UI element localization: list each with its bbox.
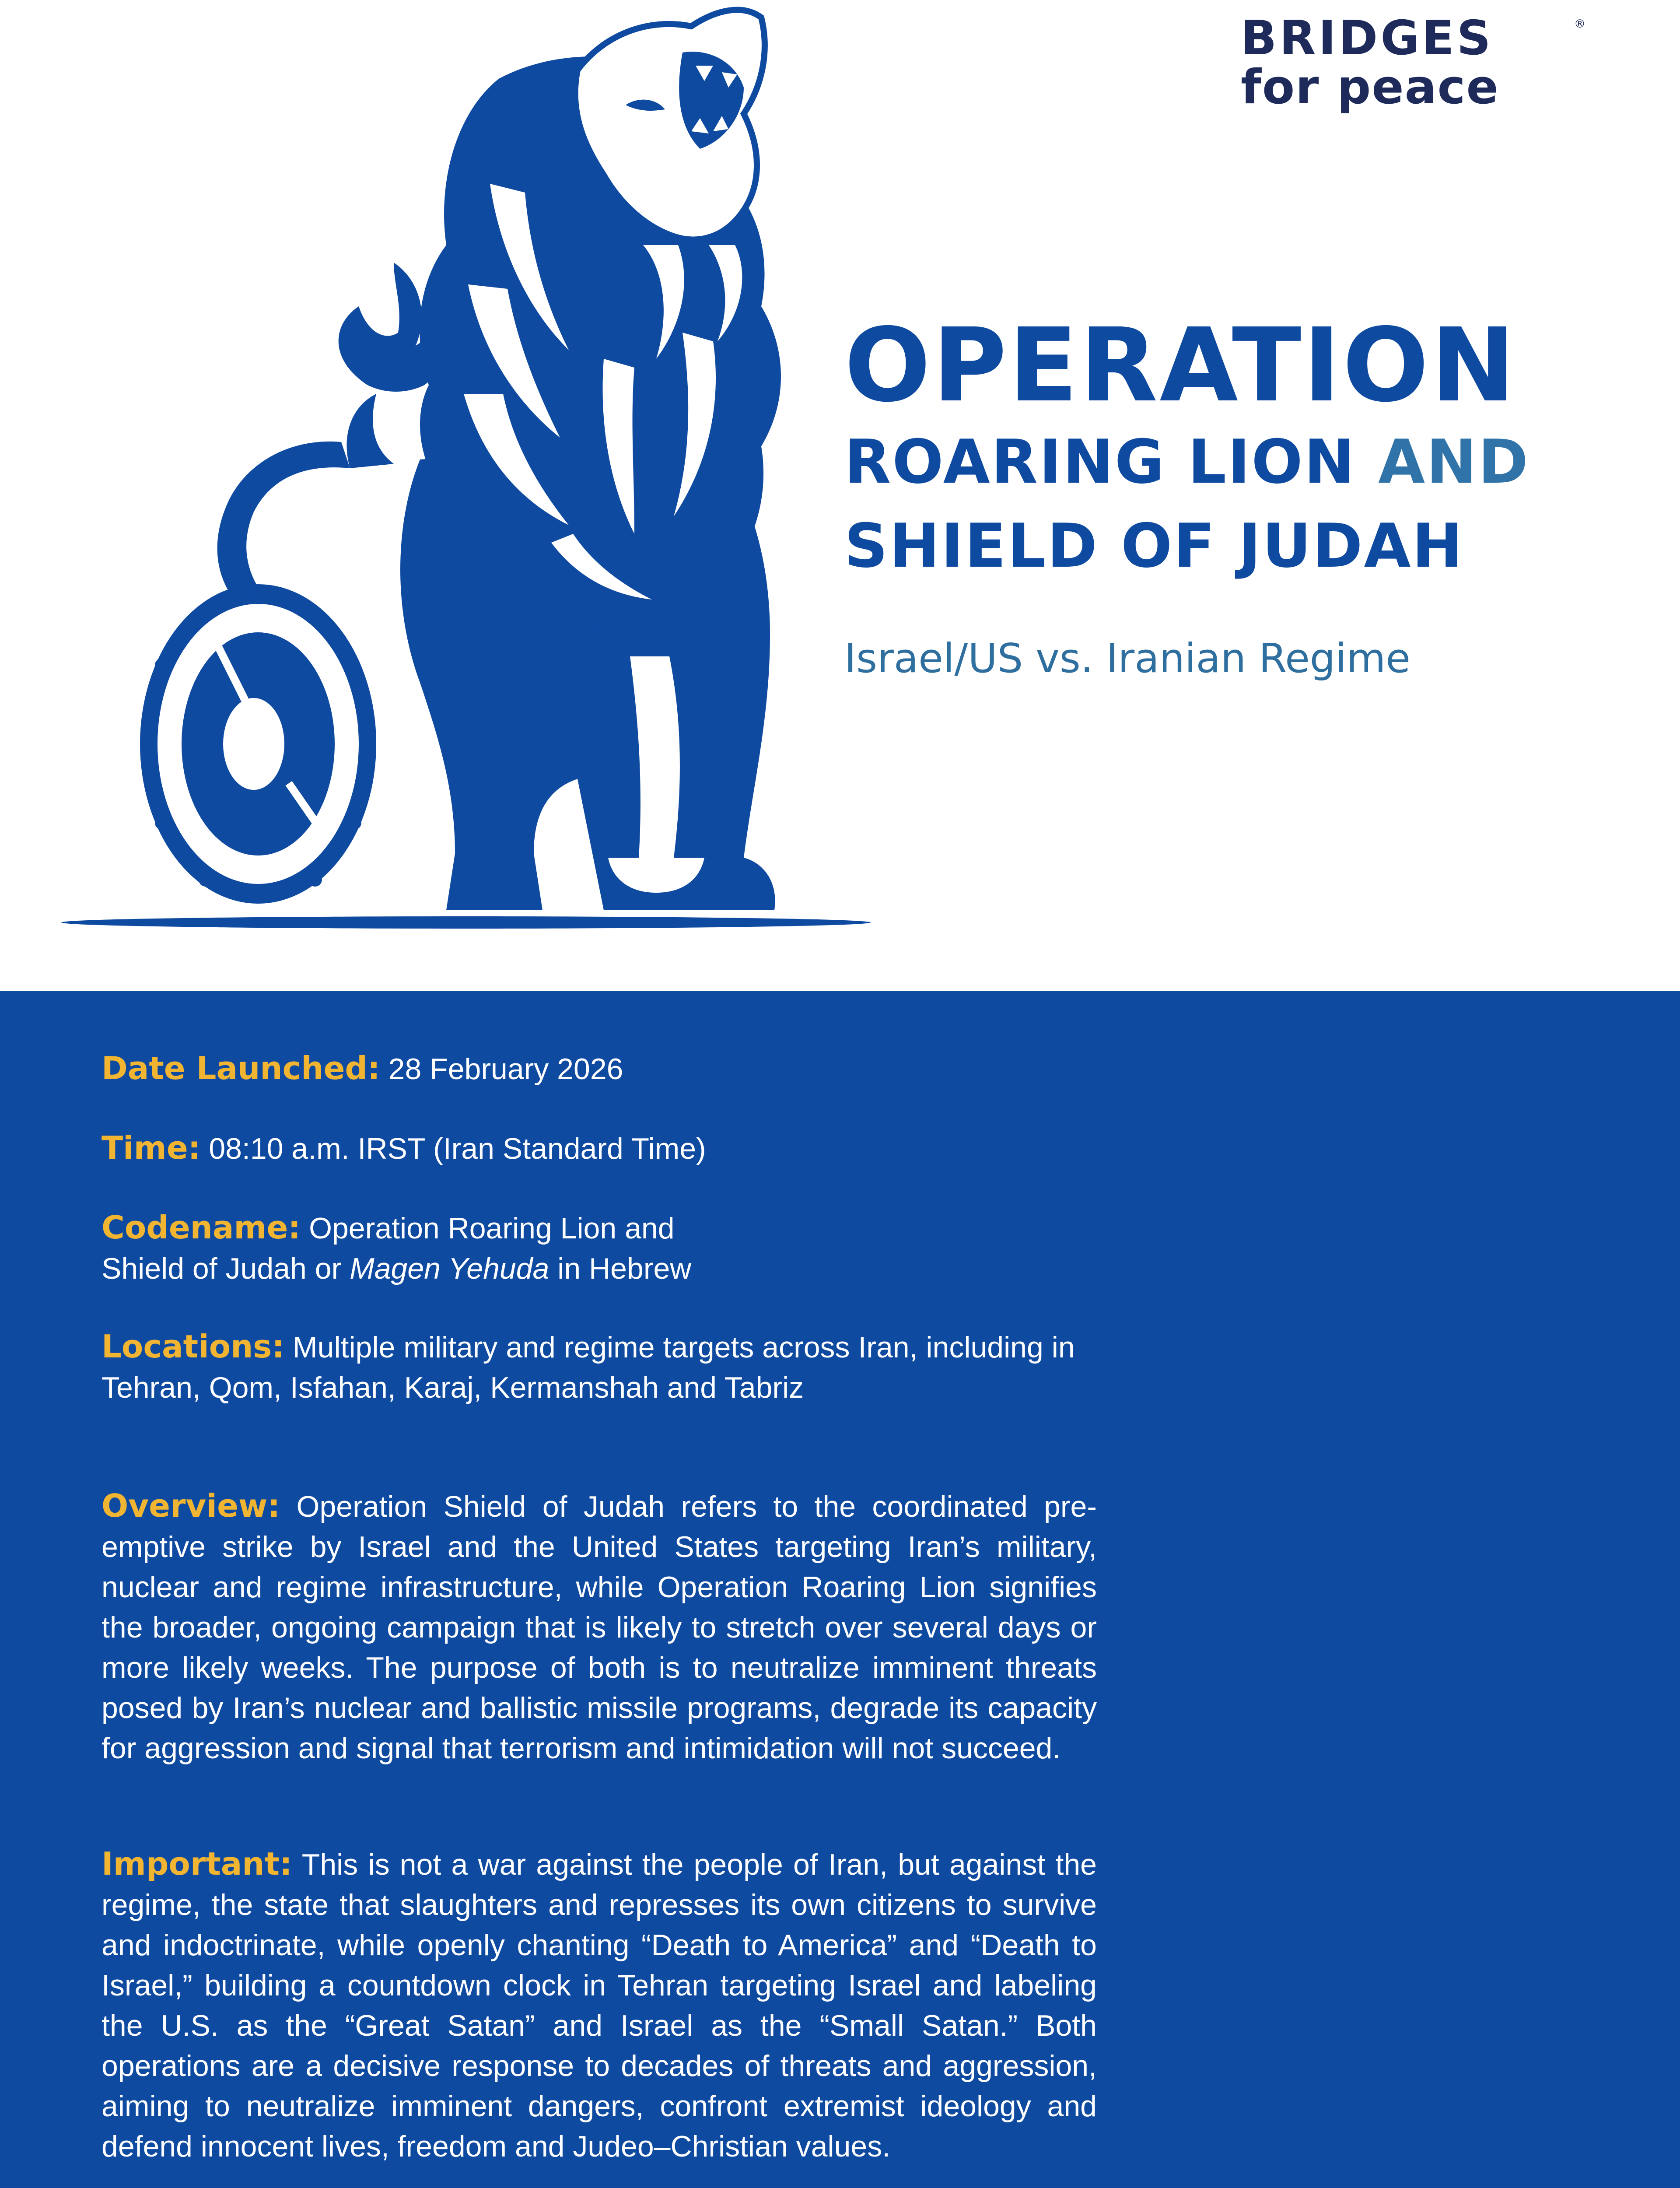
registered-mark: ® <box>1574 18 1586 31</box>
codename-value-a: Operation Roaring Lion and <box>309 1212 675 1245</box>
time-row <box>102 1128 1097 1169</box>
codename-value-hebrew: Magen Yehuda <box>350 1252 550 1285</box>
important-value: This is not a war against the people of Iran, but against the regime, the state that slaughters and represses its own citizens to survive and indoctrinate, while openly chanting “Death to America” and “Death to Israel,” building a countdown clock in Tehran targeting Israel and labeling the U.S. as the “Great Satan” and Israel as the “Small Satan.” Both operations are a decisive response to decades of threats and aggression, aiming to neutralize imminent dangers, confront extremist ideology and defend innocent lives, freedom and Judeo–Christian values. <box>102 1848 1097 2163</box>
date-launched-value: 28 February 2026 <box>388 1052 623 1086</box>
shield-icon <box>140 584 376 904</box>
locations-label: Locations: <box>102 1328 285 1365</box>
logo-line-2: for peace <box>1241 60 1499 115</box>
roaring-lion-with-shield-icon <box>61 0 892 941</box>
codename-row <box>102 1207 1097 1289</box>
title-line-2-and: AND <box>1378 427 1530 497</box>
overview-value: Operation Shield of Judah refers to the coordinated pre-emptive strike by Israel and the United States targeting Iran’s military, nuclear and regime infrastructure, while Operation Roaring Lion signifies the broader, ongoing campaign that is likely to stretch over several days or more likely weeks. The purpose of both is to neutralize imminent threats posed by Iran’s nuclear and ballistic missile programs, degrade its capacity for aggression and signal that terrorism and intimidation will not succeed. <box>102 1490 1097 1765</box>
bridges-for-peace-logo[interactable] <box>1241 11 1586 115</box>
overview-row <box>102 1486 1097 1768</box>
time-label: Time: <box>102 1129 201 1166</box>
locations-row <box>102 1326 1097 1408</box>
title-line-3: SHIELD OF JUDAH <box>844 511 1464 581</box>
facts-section <box>0 991 1680 2188</box>
title-line-2 <box>844 420 1641 504</box>
codename-label: Codename: <box>102 1209 301 1246</box>
page-title <box>844 306 1641 588</box>
codename-value-b: Shield of Judah or <box>102 1252 342 1285</box>
page-subtitle: Israel/US vs. Iranian Regime <box>844 635 1410 682</box>
date-launched-label: Date Launched: <box>102 1050 380 1087</box>
codename-value-c: in Hebrew <box>557 1252 692 1285</box>
date-launched-row <box>102 1048 1097 1089</box>
title-line-1: OPERATION <box>844 306 1517 424</box>
important-label: Important: <box>102 1845 292 1882</box>
header-section <box>0 0 1680 991</box>
locations-value: Multiple military and regime targets across Iran, including in Tehran, Qom, Isfahan, Karaj, Kermanshah and Tabriz <box>102 1331 1075 1404</box>
logo-line-1: BRIDGES <box>1241 11 1494 66</box>
ground-shadow-icon <box>61 916 871 929</box>
important-row <box>102 1844 1097 2167</box>
title-line-2-main: ROARING LION <box>844 427 1356 497</box>
overview-label: Overview: <box>102 1487 280 1524</box>
time-value: 08:10 a.m. IRST (Iran Standard Time) <box>209 1132 706 1165</box>
